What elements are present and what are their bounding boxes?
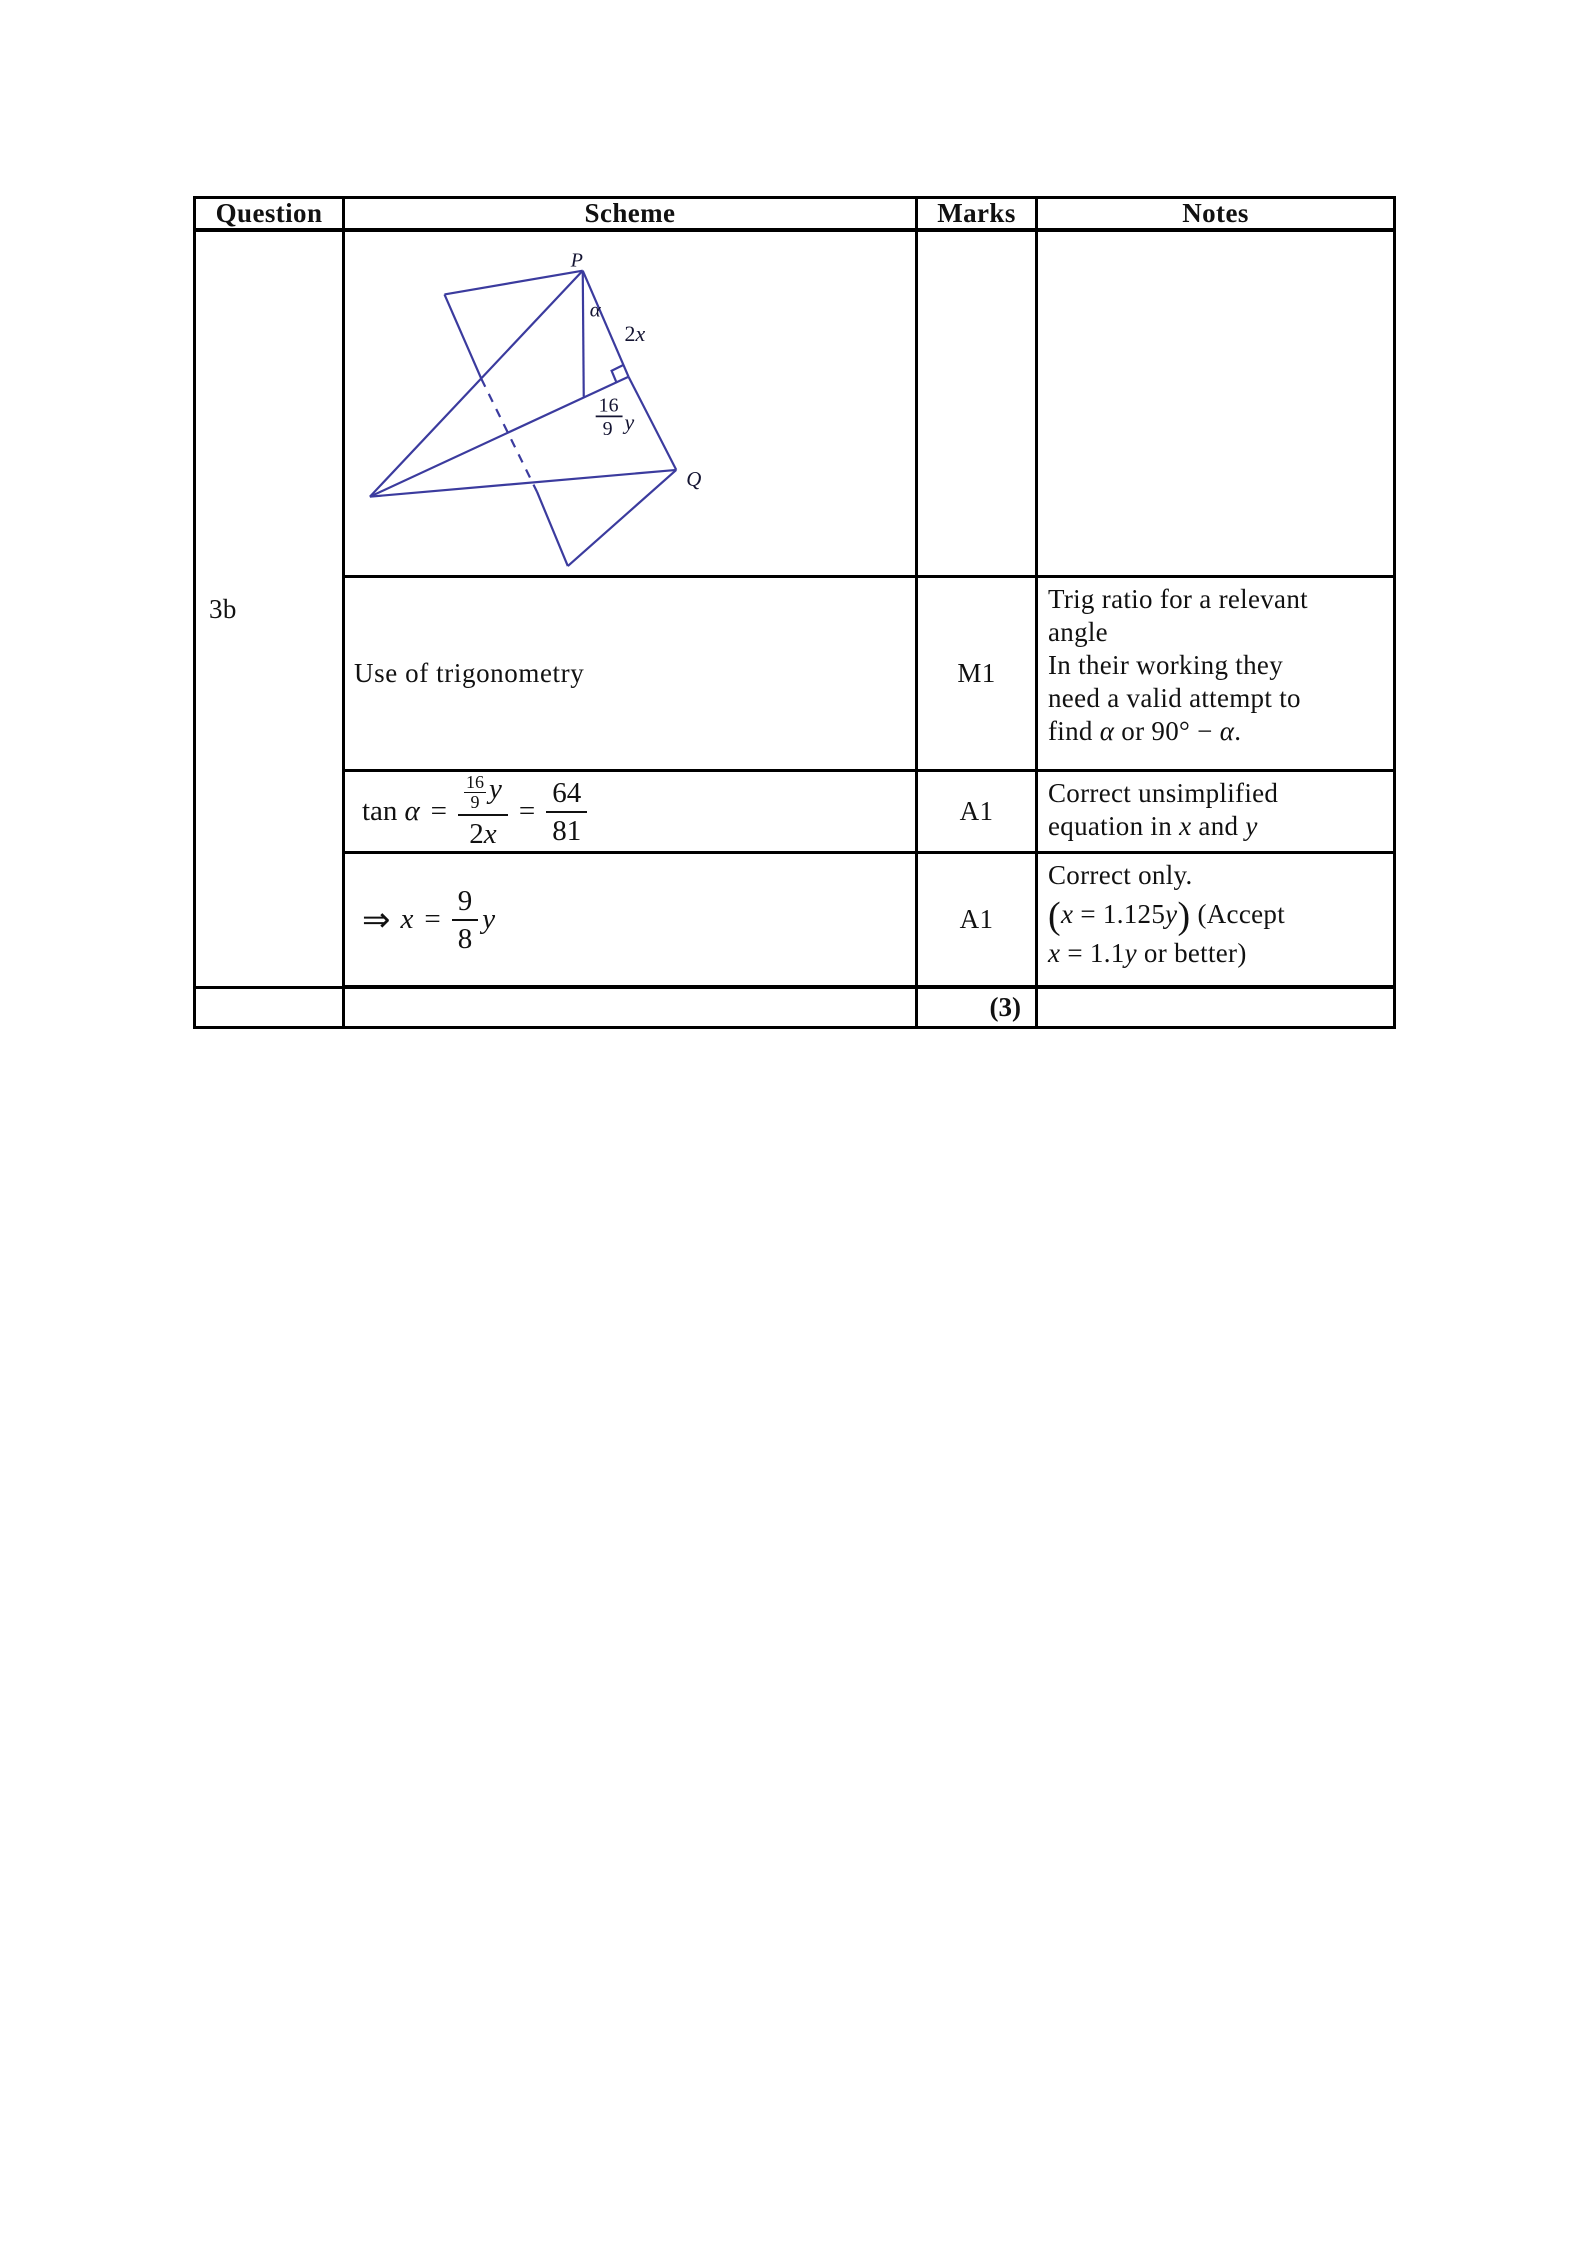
fraction-numerator: 9 <box>452 885 479 921</box>
label-alpha: α <box>589 297 601 322</box>
label-frac-16: 16 <box>598 394 619 417</box>
altitude-from-p <box>583 271 584 397</box>
note-line <box>1048 810 1384 843</box>
question-number: 3b <box>196 232 345 989</box>
edge-left-q <box>370 470 676 497</box>
note-line <box>1048 895 1384 937</box>
fraction-9-8 <box>452 885 479 955</box>
note-line: Correct unsimplified <box>1048 778 1279 808</box>
question-empty-total-row <box>196 989 345 1026</box>
label-q: Q <box>686 466 702 491</box>
scheme-tan-equation <box>345 772 918 854</box>
diagram-cell <box>345 232 918 578</box>
scheme-m1: Use of trigonometry <box>345 578 918 772</box>
note-text: and <box>1191 811 1246 841</box>
fraction-result <box>546 777 587 847</box>
scheme-empty-total-row <box>345 989 918 1026</box>
label-frac-9: 9 <box>602 418 613 441</box>
notes-m1 <box>1038 578 1393 772</box>
note-text: equation in <box>1048 811 1180 841</box>
tan-function: tan <box>362 795 398 827</box>
note-line: In their working they <box>1048 650 1283 680</box>
equals-sign: = <box>518 795 536 827</box>
edge-ab-upper <box>444 294 481 378</box>
header-question: Question <box>196 199 345 232</box>
scheme-arrow-equation <box>345 854 918 989</box>
variable-y: y <box>1245 811 1258 841</box>
small-fraction-16-9 <box>464 773 486 812</box>
geometry-diagram <box>345 232 915 575</box>
label-2x: 2x <box>624 322 646 347</box>
fraction-lhs <box>458 773 508 850</box>
variable-x: x <box>483 818 497 850</box>
note-line: angle <box>1048 617 1108 647</box>
note-line <box>1048 715 1384 748</box>
variable-y: y <box>489 773 502 805</box>
edge-f-q <box>629 377 677 470</box>
note-text: (Accept <box>1190 899 1286 929</box>
fraction-numerator <box>458 773 508 816</box>
edge-ab-lower <box>537 492 568 566</box>
label-p: P <box>570 249 583 272</box>
small-denominator: 9 <box>470 792 480 812</box>
variable-y: y <box>482 903 496 935</box>
note-text: = 1.125 <box>1073 899 1166 929</box>
alpha-symbol: α <box>1219 716 1235 746</box>
variable-x: x <box>400 903 414 935</box>
close-paren: ) <box>1177 895 1191 937</box>
mark-a1-second: A1 <box>918 854 1038 989</box>
notes-a1-first <box>1038 772 1393 854</box>
edge-ab-hidden-dashed <box>481 379 537 492</box>
open-paren: ( <box>1048 895 1061 937</box>
alpha-symbol: α <box>404 795 420 827</box>
notes-a1-second <box>1038 854 1393 989</box>
header-notes: Notes <box>1038 199 1393 232</box>
edge-b-q <box>568 470 676 566</box>
fraction-denominator: 8 <box>457 922 473 955</box>
label-frac-y: y <box>624 410 635 435</box>
mark-a1-first: A1 <box>918 772 1038 854</box>
variable-y: y <box>1165 899 1178 929</box>
note-line: need a valid attempt to <box>1048 683 1301 713</box>
edge-left-foot <box>370 377 629 497</box>
result-numerator: 64 <box>546 777 587 813</box>
variable-x: x <box>1179 811 1192 841</box>
header-marks: Marks <box>918 199 1038 232</box>
small-numerator: 16 <box>466 772 485 792</box>
note-text: or 90° − <box>1114 716 1220 746</box>
header-scheme: Scheme <box>345 199 918 232</box>
note-text: . <box>1234 716 1242 746</box>
alpha-symbol: α <box>1099 716 1115 746</box>
note-line: Correct only. <box>1048 860 1193 890</box>
coefficient-2: 2 <box>469 818 484 850</box>
variable-y: y <box>1124 938 1137 968</box>
implies-arrow: ⇒ <box>362 901 391 939</box>
edge-p-left <box>370 271 583 497</box>
mark-m1: M1 <box>918 578 1038 772</box>
total-marks: (3) <box>918 989 1038 1026</box>
edge-top <box>444 271 582 295</box>
edge-2x <box>583 271 629 377</box>
marks-empty-diagram-row <box>918 232 1038 578</box>
notes-empty-total-row <box>1038 989 1393 1026</box>
result-denominator: 81 <box>552 814 582 847</box>
equals-sign: = <box>424 903 441 935</box>
note-text: = 1.1 <box>1060 938 1125 968</box>
note-text: or better) <box>1136 938 1247 968</box>
equals-sign: = <box>430 795 448 827</box>
note-text: find <box>1048 716 1100 746</box>
mark-scheme-table <box>193 196 1396 1029</box>
variable-x: x <box>1048 938 1061 968</box>
fraction-denominator <box>458 816 508 850</box>
note-line: Trig ratio for a relevant <box>1048 584 1308 614</box>
notes-empty-diagram-row <box>1038 232 1393 578</box>
variable-x: x <box>1060 899 1074 929</box>
note-line <box>1048 937 1384 970</box>
